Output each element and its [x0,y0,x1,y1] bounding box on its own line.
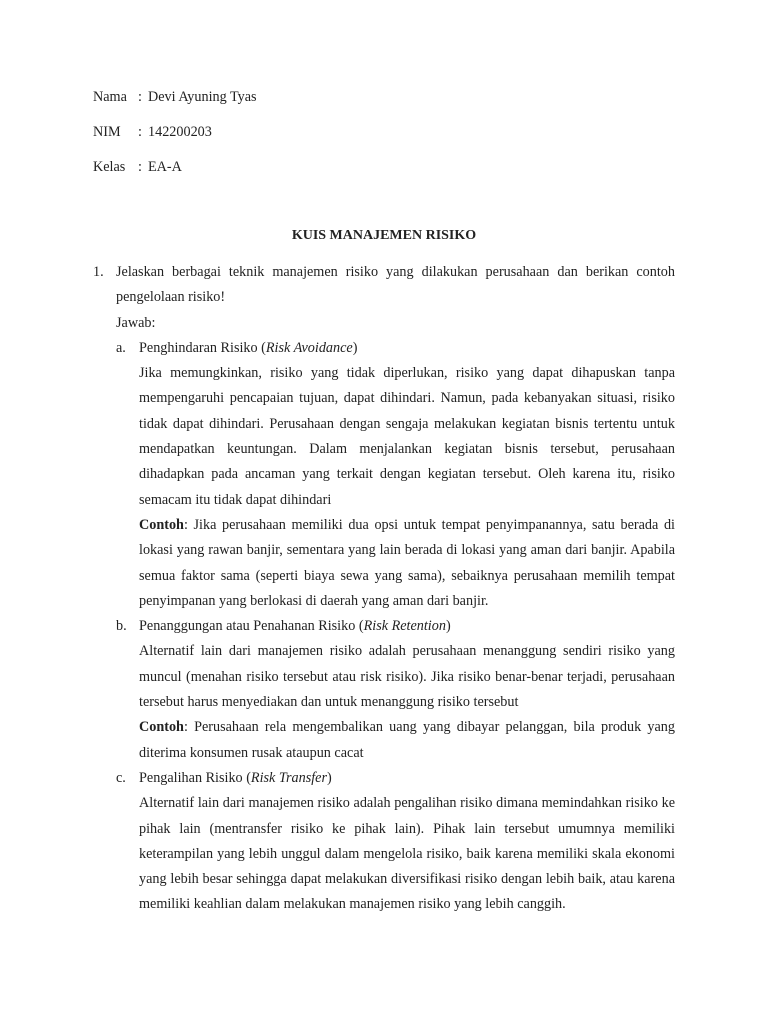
info-value-nama: Devi Ayuning Tyas [148,89,257,105]
info-label-nama: Nama [93,89,127,105]
item-heading-close: ) [327,769,332,786]
list-item-avoidance [116,336,675,614]
document-content [93,260,675,918]
question-item [93,260,675,918]
list-item-retention [116,614,675,766]
item-heading [139,766,675,791]
page-title: KUIS MANAJEMEN RISIKO [291,228,477,243]
item-body: Jika memungkinkan, risiko yang tidak diperlukan, risiko yang dapat dihapuskan tanpa mempengaruhi pencapaian tujuan, dapat dihindari. Namun, pada kebanyakan situasi, risiko tidak dapat dihindari. Perusahaan dengan sengaja melakukan kegiatan bisnis tertentu untuk mendapatkan keuntungan. Dalam menjalankan kegiatan bisnis tersebut, perusahaan dihadapkan pada ancaman yang terkait dengan kegiatan tersebut. Oleh karena itu, risiko semacam itu tidak dapat dihindari [139,365,675,508]
item-example [139,513,675,614]
info-value-kelas: EA-A [148,159,182,175]
info-label-nim: NIM [93,124,121,140]
item-heading-close: ) [445,618,451,635]
answer-label: Jawab: [116,314,156,331]
example-text: : Jika perusahaan memiliki dua opsi untuk tempat penyimpanannya, satu berada di lokasi yang rawan banjir, sementara yang lain berada di lokasi yang aman dari banjir. Apabila semua faktor sama (seperti biaya sewa yang sama), sebaiknya perusahaan memilih tempat penyimpanan yang berlokasi di daerah yang aman dari banjir. [139,516,675,609]
item-heading-italic: Risk Avoidance [265,339,353,356]
item-body: Alternatif lain dari manajemen risiko adalah pengalihan risiko dimana memindahkan risiko ke pihak lain (mentransfer risiko ke pihak lain). Pihak lain tersebut umumnya memiliki keterampilan yang lebih unggul dalam mengelola risiko, baik karena memiliki skala ekonomi yang lebih besar sehingga dapat melakukan diversifikasi risiko dengan lebih baik, atau karena memiliki keahlian dalam melakukan manajemen risiko yang lebih canggih. [139,795,675,913]
info-label-kelas: Kelas [93,159,126,175]
item-heading-text: Penghindaran Risiko ( [139,339,266,356]
info-row-kelas [93,158,182,176]
question-text: Jelaskan berbagai teknik manajemen risiko yang dilakukan perusahaan dan berikan contoh pengelolaan risiko! [116,264,675,306]
list-item-transfer [116,766,675,918]
answer-list [116,336,675,918]
question-number: 1. [93,264,104,280]
info-value-nim: 142200203 [148,124,212,140]
item-heading-text: Penanggungan atau Penahanan Risiko ( [139,618,364,635]
item-heading-text: Pengalihan Risiko ( [139,769,251,786]
item-heading-close: ) [352,339,358,356]
info-row-nim [93,123,212,141]
item-letter: a. [116,339,126,356]
item-heading [139,336,675,361]
item-letter: b. [116,618,127,635]
item-body: Alternatif lain dari manajemen risiko adalah perusahaan menanggung sendiri risiko yang muncul (menahan risiko tersebut atau risk risiko). Jika risiko benar-benar terjadi, perusahaan tersebut harus menyediakan dan untuk menanggung risiko tersebut [139,643,675,711]
item-heading-italic: Risk Transfer [250,769,327,786]
item-heading-italic: Risk Retention [363,618,446,635]
info-row-nama [93,88,257,106]
item-example [139,715,675,766]
info-colon: : [138,124,142,140]
example-text: : Perusahaan rela mengembalikan uang yang dibayar pelanggan, bila produk yang diterima konsumen rusak ataupun cacat [139,719,675,761]
item-heading [139,614,675,639]
item-letter: c. [116,769,126,786]
example-label: Contoh [139,719,184,736]
example-label: Contoh [139,516,184,533]
info-colon: : [138,159,142,175]
info-colon: : [138,89,142,105]
